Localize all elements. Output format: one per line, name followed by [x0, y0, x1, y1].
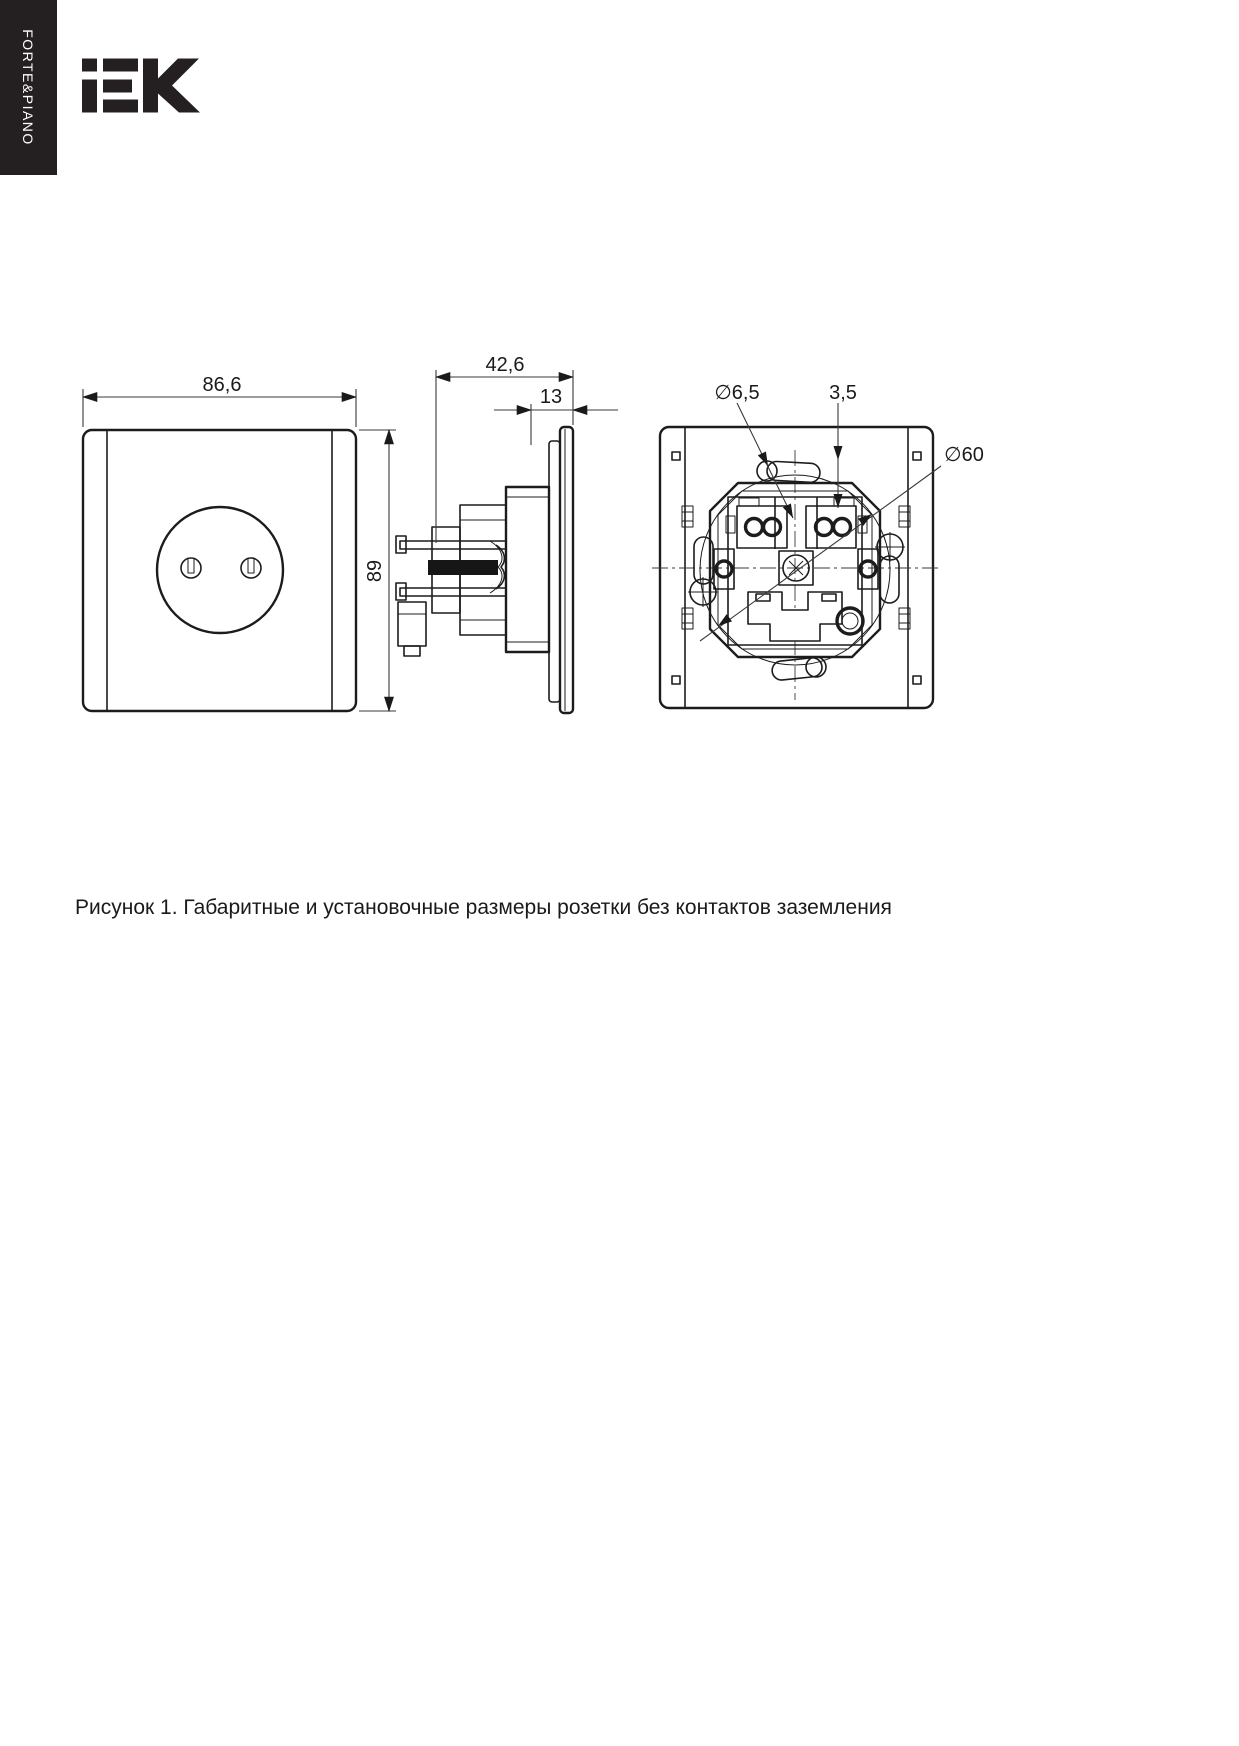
- socket-face: [157, 507, 283, 633]
- dim-side-front-depth: [494, 386, 618, 445]
- dim-side-depth: [436, 354, 573, 543]
- dim-top-hole: [714, 382, 797, 520]
- screw-thread: [428, 560, 498, 575]
- side-view: [396, 354, 618, 713]
- iek-logo: [82, 57, 200, 114]
- dim-label-front-height: 89: [364, 559, 386, 583]
- dim-slot-width: [829, 382, 857, 508]
- series-tab-label: FORTE&PIANO: [20, 29, 37, 146]
- dim-front-height: [359, 430, 396, 711]
- right-claw: [858, 532, 905, 603]
- dim-label-top-hole: ∅6,5: [714, 382, 760, 404]
- dim-label-slot-width: 3,5: [829, 382, 857, 404]
- iek-logo-glyphs: [82, 59, 200, 113]
- dim-front-width: [83, 374, 356, 427]
- dim-label-side-depth: 42,6: [485, 354, 525, 376]
- dim-label-mount-circle: ∅60: [944, 444, 984, 466]
- figure-caption: Рисунок 1. Габаритные и установочные размеры розетки без контактов заземления: [75, 896, 892, 919]
- dim-label-side-front-depth: 13: [539, 386, 563, 408]
- keyhole-slots: [757, 461, 826, 681]
- dim-label-front-width: 86,6: [202, 374, 242, 396]
- series-tab: [0, 0, 57, 175]
- front-view: [83, 374, 396, 711]
- back-view: [652, 382, 984, 708]
- figure-drawing: [0, 300, 1020, 740]
